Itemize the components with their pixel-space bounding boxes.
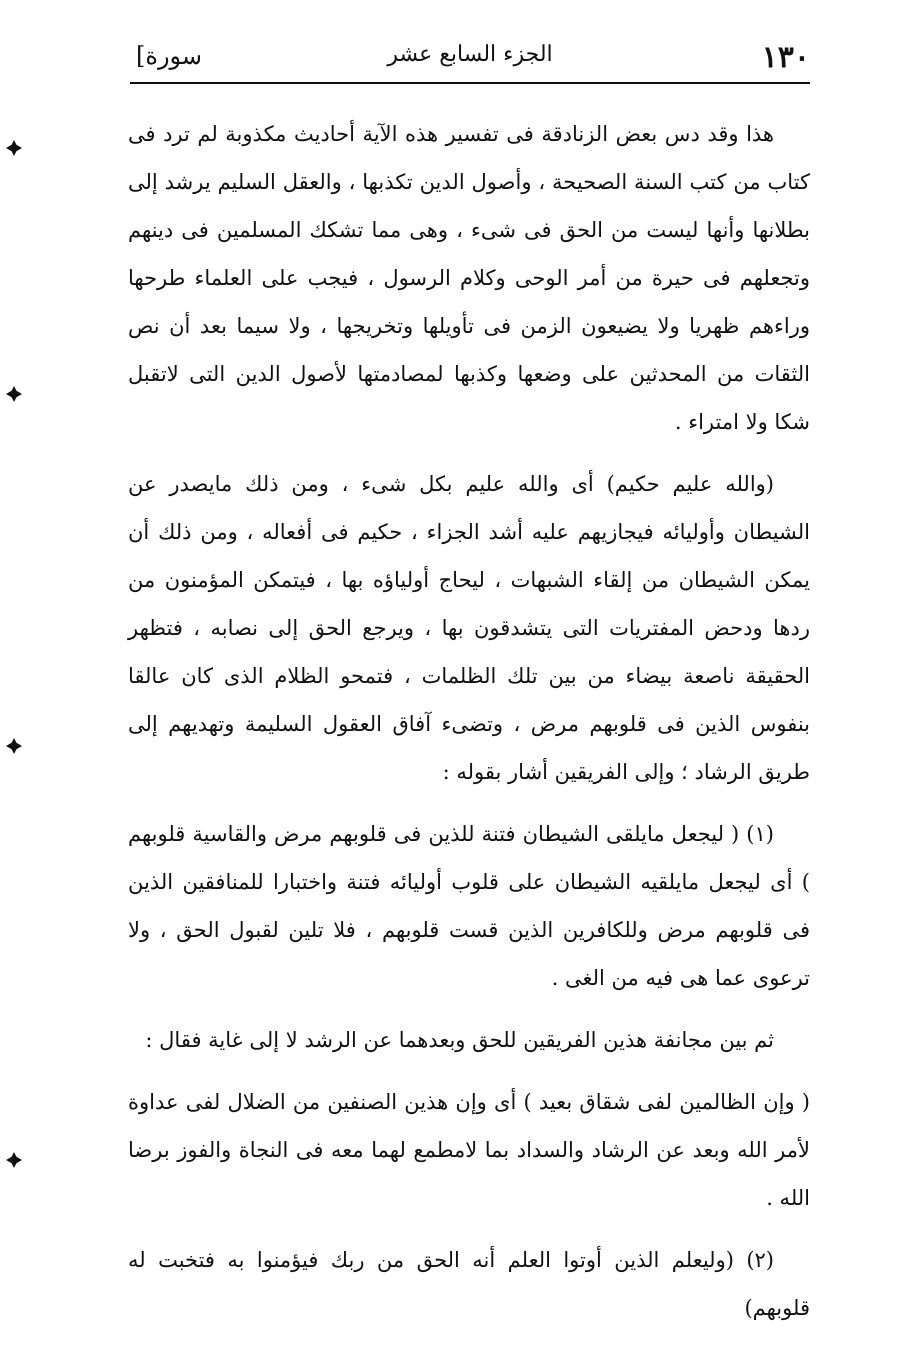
- paragraph-wrongdoers-discord: ( وإن الظالمين لفى شقاق بعيد ) أى وإن هذين الصنفين من الضلال لفى عداوة لأمر الله وبعد عن الرشاد والسداد بما لامطمع لهما معه فى النجاة والفوز برضا الله .: [128, 1090, 810, 1210]
- paragraph-verse-2: (٢) (وليعلم الذين أوتوا العلم أنه الحق من ربك فيؤمنوا به فتخبت له قلوبهم): [128, 1248, 810, 1320]
- surah-label: سورة]: [136, 42, 203, 70]
- page-number: ١٣٠: [761, 40, 810, 75]
- paragraph-verse-1-commentary: (١) ( ليجعل مايلقى الشيطان فتنة للذين فى قلوبهم مرض والقاسية قلوبهم ) أى ليجعل مايلقيه الشيطان على قلوب أوليائه فتنة واختبارا للمنافقين الذين فى قلوبهم مرض وللكافرين الذين قست قلوبهم ، فلا تلين لقبول الحق ، ولا ترعوى عما هى فيه من الغى .: [128, 822, 810, 990]
- header-divider: [130, 82, 810, 84]
- page-header: [130, 36, 810, 84]
- running-title: الجزء السابع عشر: [387, 42, 553, 67]
- margin-ornament-icon: [6, 1152, 22, 1168]
- paragraph-transition: ثم بين مجانفة هذين الفريقين للحق وبعدهما عن الرشد لا إلى غاية فقال :: [145, 1028, 774, 1052]
- margin-ornament-icon: [6, 140, 22, 156]
- paragraph-fabricated-hadith-note: هذا وقد دس بعض الزنادقة فى تفسير هذه الآية أحاديث مكذوبة لم ترد فى كتاب من كتب السنة الصحيحة ، وأصول الدين تكذبها ، والعقل السليم يرشد إلى بطلانها وأنها ليست من الحق فى شىء ، وهى مما تشكك المسلمين فى دينهم وتجعلهم فى حيرة من أمر الوحى وكلام الرسول ، فيجب على العلماء طرحها وراءهم ظهريا ولا يضيعون الزمن فى تأويلها وتخريجها ، ولا سيما بعد أن نص الثقات من المحدثين على وضعها وكذبها لمصادمتها لأصول الدين التى لاتقبل شكا ولا امتراء .: [128, 122, 810, 434]
- paragraph-allah-knowing-wise: (والله عليم حكيم) أى والله عليم بكل شىء ، ومن ذلك مايصدر عن الشيطان وأوليائه فيجازيهم عليه أشد الجزاء ، حكيم فى أفعاله ، ومن ذلك أن يمكن الشيطان من إلقاء الشبهات ، ليحاج أولياؤه بها ، فيتمكن المؤمنون من ردها ودحض المفتريات التى يتشدقون بها ، ويرجع الحق إلى نصابه ، فتظهر الحقيقة ناصعة بيضاء من بين تلك الظلمات ، فتمحو الظلام الذى كان عالقا بنفوس الذين فى قلوبهم مرض ، وتضىء آفاق العقول السليمة وتهديهم إلى طريق الرشاد ؛ وإلى الفريقين أشار بقوله :: [128, 472, 810, 784]
- page-body: [128, 110, 810, 1346]
- margin-ornament-icon: [6, 386, 22, 402]
- margin-ornament-icon: [6, 738, 22, 754]
